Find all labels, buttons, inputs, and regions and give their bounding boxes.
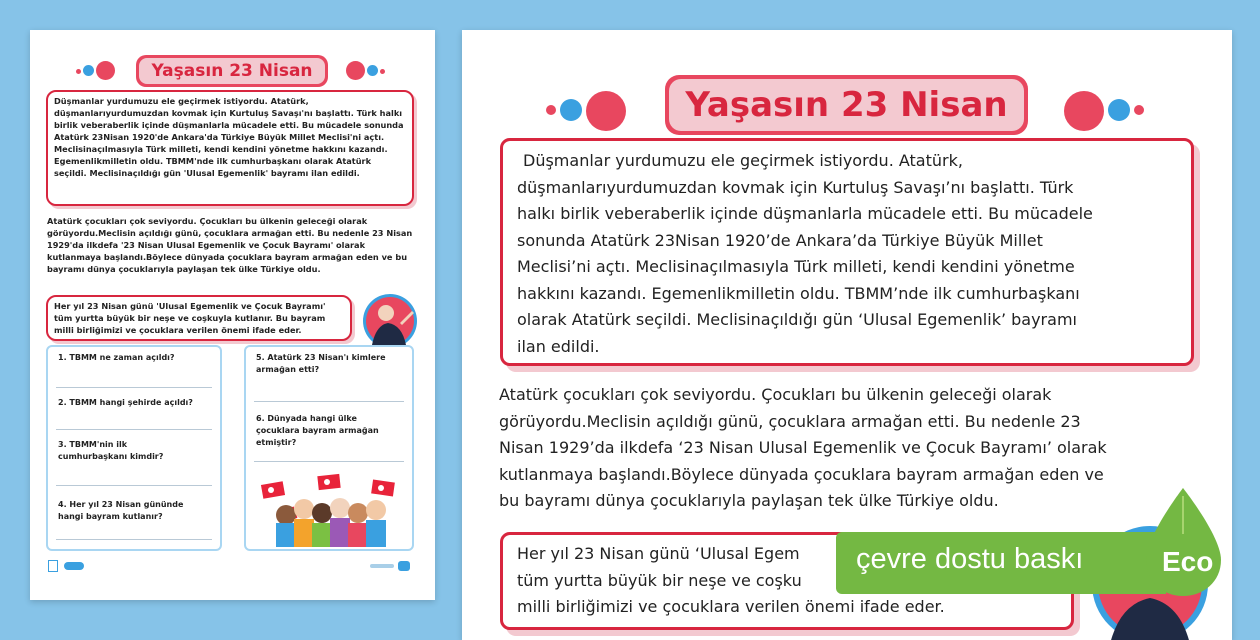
celebration-line: Her yıl 23 Nisan günü ‘Ulusal Egem	[517, 544, 800, 563]
decor-dot	[1064, 91, 1104, 131]
question-1: 1. TBMM ne zaman açıldı?	[58, 353, 175, 362]
qr-code-icon	[48, 560, 58, 572]
intro-line: hakkını kazandı. Egemenlikmilletin oldu. TBMM’nde ilk cumhurbaşkanı	[517, 283, 1080, 303]
decor-dot	[83, 65, 94, 76]
decor-dot	[96, 61, 115, 80]
page-title	[136, 55, 328, 87]
children-line: Nisan 1929’da ilkdefa ‘23 Nisan Ulusal Egemenlik ve Çocuk Bayramı’ olarak	[499, 438, 1107, 457]
decor-dot	[367, 65, 378, 76]
paragraph-children	[499, 382, 1219, 515]
intro-line: halkı birlik veberaberlik içinde düşmanlarla mücadele etti. Bu mücadele	[517, 204, 1093, 223]
title-text: Yaşasın 23 Nisan	[139, 58, 325, 84]
answer-line[interactable]	[56, 485, 212, 486]
answer-line[interactable]	[254, 401, 404, 402]
title-text: Yaşasın 23 Nisan	[669, 79, 1024, 131]
answer-line[interactable]	[56, 429, 212, 430]
answer-line[interactable]	[56, 387, 212, 388]
decor-dot	[586, 91, 626, 131]
children-line: görüyordu.Meclisin açıldığı günü, çocuklara armağan etti. Bu nedenle 23	[499, 411, 1081, 431]
intro-line: Düşmanlar yurdumuzu ele geçirmek istiyordu. Atatürk,	[523, 151, 963, 170]
intro-line: düşmanlarıyurdumuzdan kovmak için Kurtuluş Savaşı’nı başlattı. Türk	[517, 177, 1074, 197]
ataturk-portrait-image	[362, 293, 418, 349]
decor-dot	[560, 99, 582, 121]
children-with-flags-illustration	[256, 473, 406, 547]
paragraph-celebration: Her yıl 23 Nisan günü 'Ulusal Egemenlik ve Çocuk Bayramı' tüm yurtta büyük bir neşe ve coşkuyla kutlanır. Bu bayram milli birliğimizi ve çocuklara verilen önemi ifade eder.	[54, 301, 326, 335]
worksheet-thumbnail[interactable]	[30, 30, 435, 600]
question-3: 3. TBMM'nin ilk cumhurbaşkanı kimdir?	[58, 440, 164, 461]
footer-logo-icon	[398, 561, 410, 571]
questions-box-right	[244, 345, 414, 551]
intro-line: sonunda Atatürk 23Nisan 1920’de Ankara’da Türkiye Büyük Millet	[517, 230, 1043, 250]
intro-box	[46, 90, 414, 206]
celebration-box	[46, 295, 352, 341]
question-6: 6. Dünyada hangi ülke çocuklara bayram armağan etmiştir?	[256, 414, 379, 447]
eco-leaf-drop-icon	[1136, 488, 1231, 598]
page-title	[665, 75, 1028, 135]
decor-dot	[380, 69, 385, 74]
answer-line[interactable]	[56, 539, 212, 540]
eco-badge-label: çevre dostu baskı	[856, 543, 1084, 575]
children-line: bu bayramı dünya çocuklarıyla paylaşan tek ülke Türkiye oldu.	[499, 491, 999, 510]
children-line: Atatürk çocukları çok seviyordu. Çocukları bu ülkenin geleceği olarak	[499, 385, 1052, 404]
decor-dot	[1134, 105, 1144, 115]
decor-dot	[76, 69, 81, 74]
intro-line: ilan edildi.	[517, 336, 600, 356]
question-2: 2. TBMM hangi şehirde açıldı?	[58, 398, 193, 407]
decor-dot	[546, 105, 556, 115]
intro-line: olarak Atatürk seçildi. Meclisinaçıldığı gün ‘Ulusal Egemenlik’ bayramı	[517, 310, 1077, 329]
brand-logo-icon	[64, 562, 84, 570]
paragraph-children: Atatürk çocukları çok seviyordu. Çocukları bu ülkenin geleceği olarak görüyordu.Meclisin açıldığı günü, çocuklara armağan etti. Bu nedenle 23 Nisan 1929'da ilkdefa '23 Nisan Ulusal Egemenlik ve Çocuk Bayramı' olarak kutlanmaya başlandı.Böylece dünyada çocuklara bayram armağan eden ve bu bayramı dünya çocuklarıyla paylaşan tek ülke Türkiye oldu.	[47, 216, 413, 274]
decor-dot	[346, 61, 365, 80]
celebration-line: tüm yurtta büyük bir neşe ve coşku	[517, 570, 802, 590]
questions-box-left	[46, 345, 222, 551]
celebration-line: milli birliğimizi ve çocuklara verilen önemi ifade eder.	[517, 597, 945, 616]
footer-text-icon	[370, 564, 394, 568]
eco-badge-tag: Eco	[1162, 546, 1214, 577]
answer-line[interactable]	[254, 461, 404, 462]
intro-line: Meclisi’ni açtı. Meclisinaçılmasıyla Türk milleti, kendi kendini yönetme	[517, 257, 1075, 276]
eco-print-badge	[836, 528, 1236, 598]
decor-dot	[1108, 99, 1130, 121]
question-5: 5. Atatürk 23 Nisan'ı kimlere armağan etti?	[256, 353, 386, 374]
paragraph-intro: Düşmanlar yurdumuzu ele geçirmek istiyordu. Atatürk, düşmanlarıyurdumuzdan kovmak için Kurtuluş Savaşı'nı başlattı. Türk halkı birlik veberaberlik içinde düşmanlarla mücadele etti. Bu mücadele sonunda Atatürk 23Nisan 1920'de Ankara'da Türkiye Büyük Millet Meclisi'ni açtı. Meclisinaçılmasıyla Türk milleti, kendi kendini yönetme hakkını kazandı. Egemenlikmilletin oldu. TBMM'nde ilk cumhurbaşkanı olarak Atatürk seçildi. Meclisinaçıldığı gün 'Ulusal Egemenlik' bayramı ilan edildi.	[54, 96, 404, 178]
intro-box	[500, 138, 1194, 366]
eco-badge-bar	[836, 532, 1166, 594]
question-4: 4. Her yıl 23 Nisan gününde hangi bayram kutlanır?	[58, 500, 184, 521]
children-line: kutlanmaya başlandı.Böylece dünyada çocuklara bayram armağan eden ve	[499, 464, 1104, 484]
